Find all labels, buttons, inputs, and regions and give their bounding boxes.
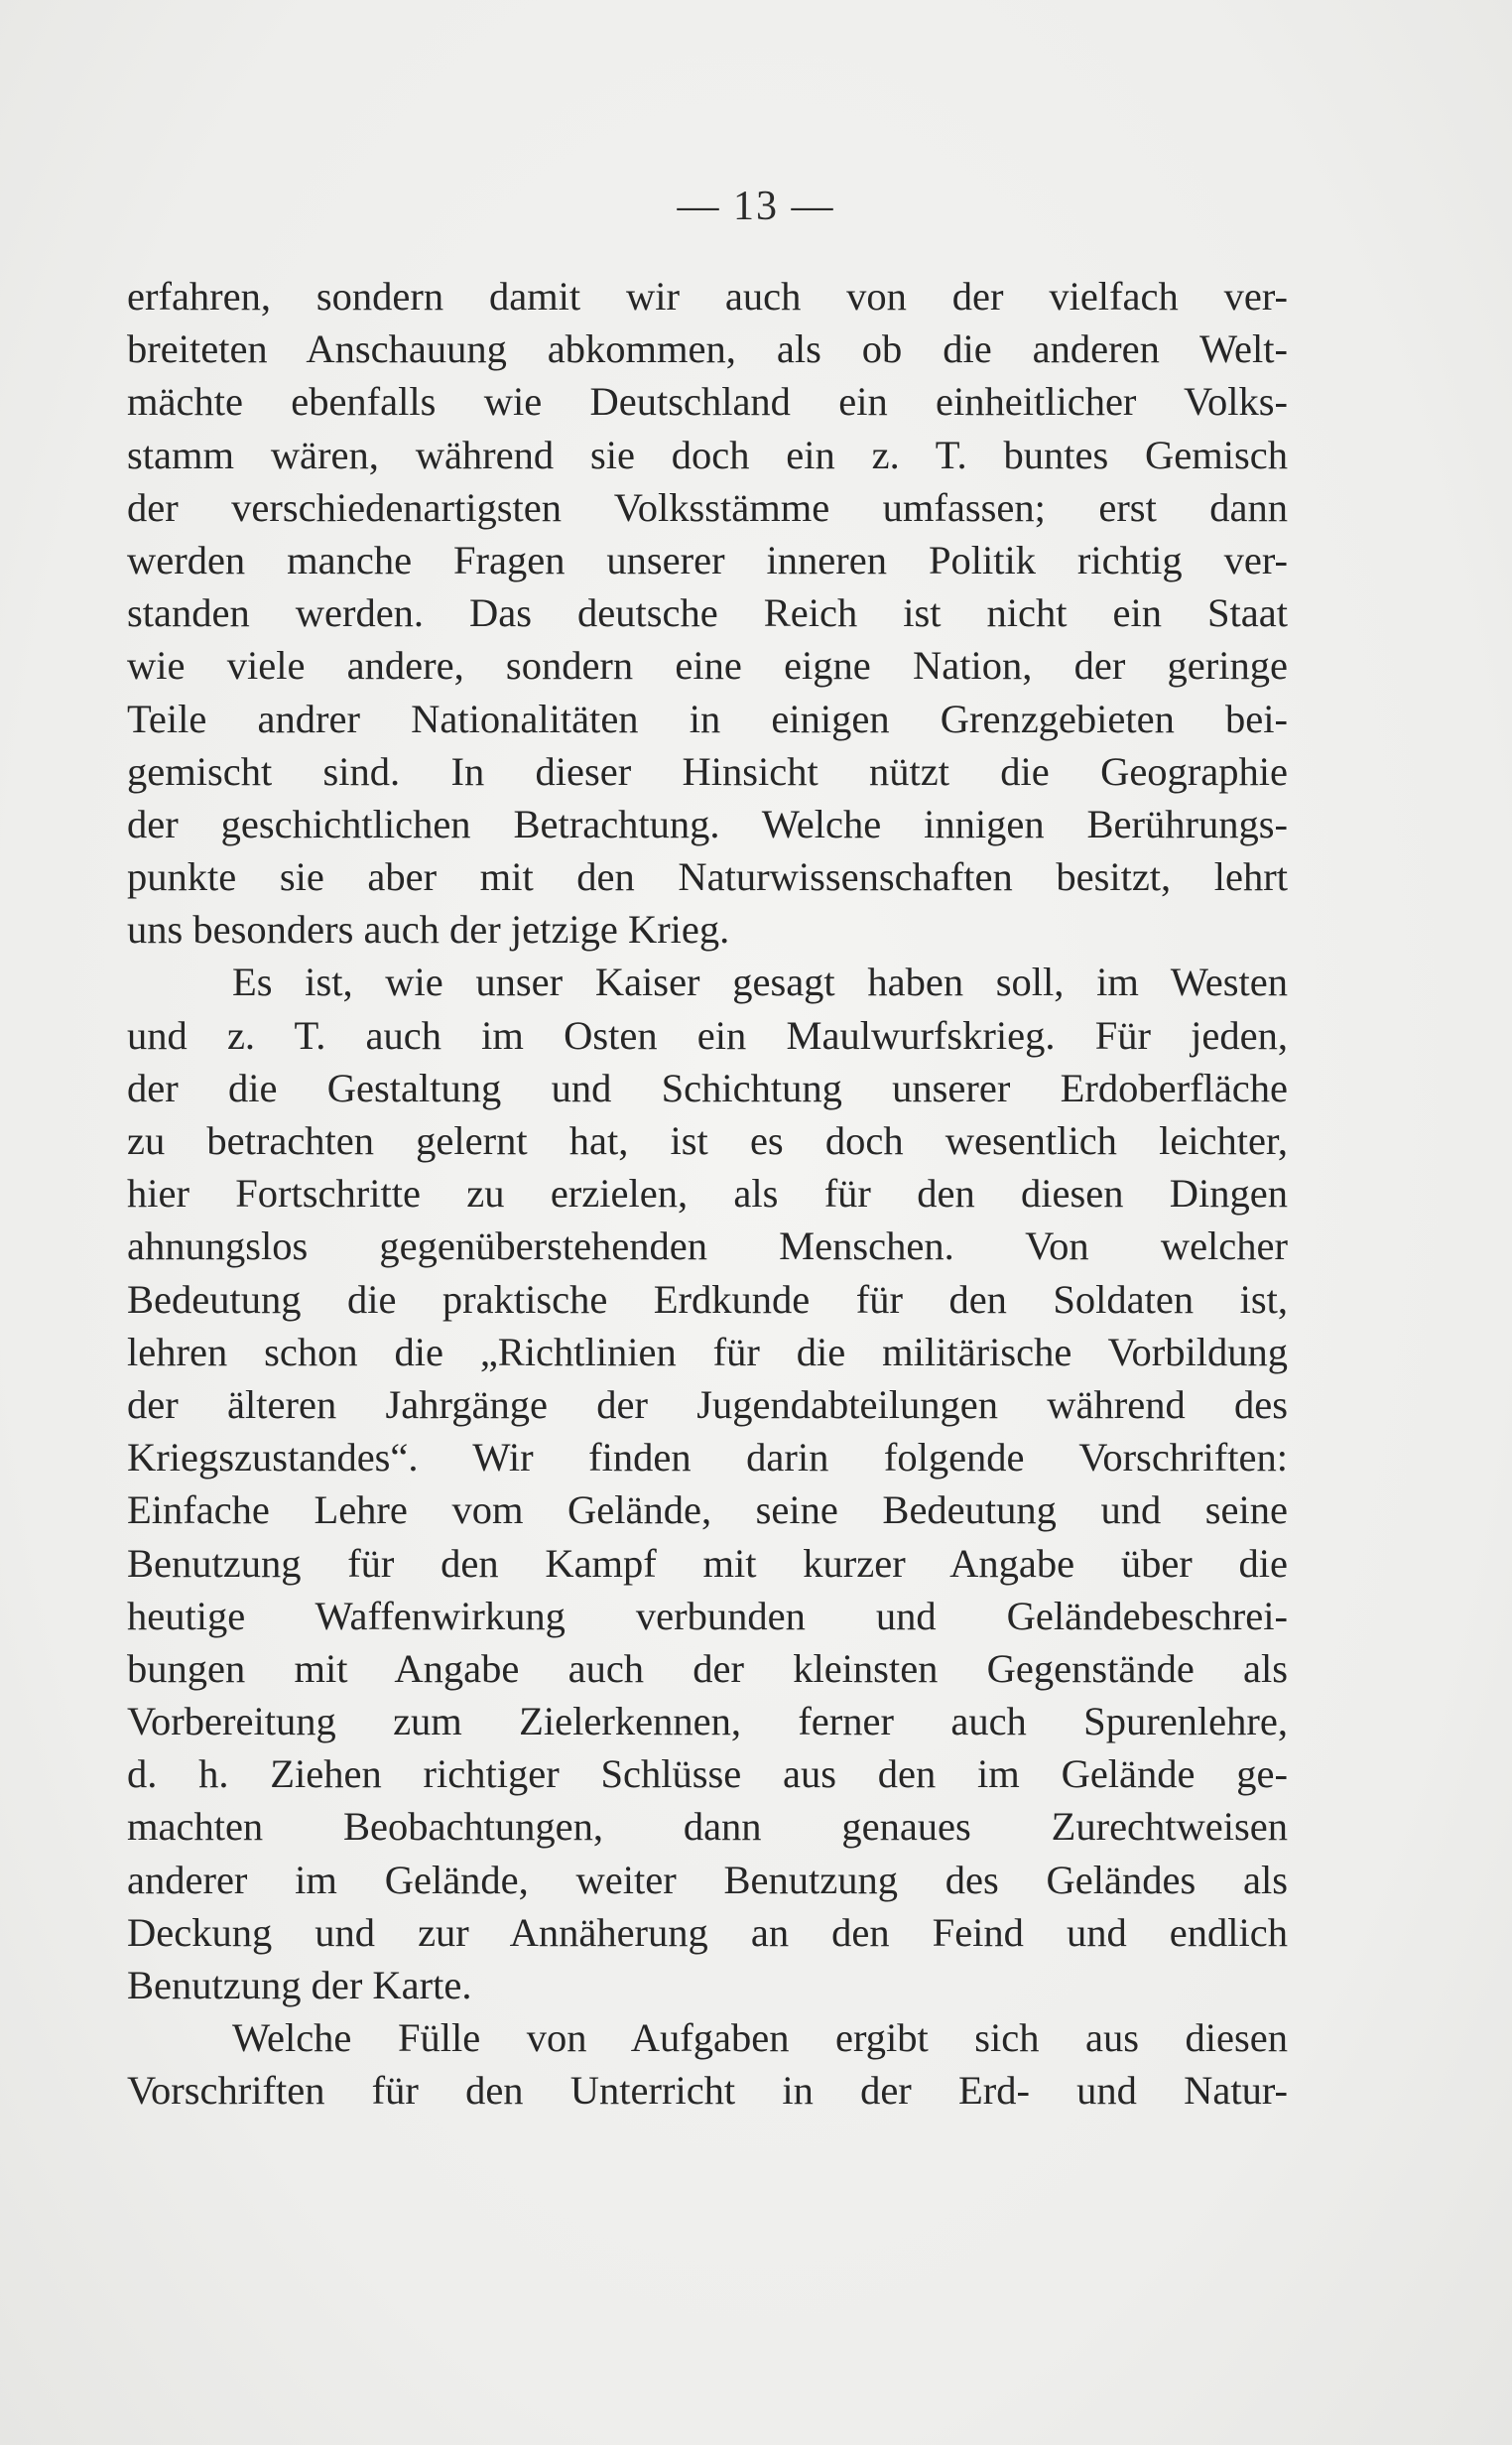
- text-line: wie viele andere, sondern eine eigne Nation, der geringe: [127, 643, 1288, 689]
- text-line: gemischt sind. In dieser Hinsicht nützt die Geographie: [127, 748, 1288, 794]
- text-line: Teile andrer Nationalitäten in einigen Grenzgebieten bei-: [127, 696, 1288, 741]
- text-line: stamm wären, während sie doch ein z. T. buntes Gemisch: [127, 432, 1288, 477]
- text-line: der verschiedenartigsten Volksstämme umfassen; erst dann: [127, 484, 1288, 530]
- text-line: Einfache Lehre vom Gelände, seine Bedeutung und seine: [127, 1487, 1288, 1533]
- text-line: breiteten Anschauung abkommen, als ob die anderen Welt-: [127, 326, 1288, 372]
- text-line: mächte ebenfalls wie Deutschland ein einheitlicher Volks-: [127, 379, 1288, 425]
- text-line: hier Fortschritte zu erzielen, als für den diesen Dingen: [127, 1171, 1288, 1217]
- text-line: erfahren, sondern damit wir auch von der vielfach ver-: [127, 274, 1288, 319]
- text-line: Deckung und zur Annäherung an den Feind und endlich: [127, 1909, 1288, 1955]
- text-line: Benutzung für den Kampf mit kurzer Angabe über die: [127, 1540, 1288, 1586]
- text-line: der älteren Jahrgänge der Jugendabteilungen während des: [127, 1381, 1288, 1427]
- text-line: heutige Waffenwirkung verbunden und Geländebeschrei-: [127, 1593, 1288, 1638]
- page-number: — 13 —: [677, 184, 835, 229]
- text-line: zu betrachten gelernt hat, ist es doch wesentlich leichter,: [127, 1118, 1288, 1163]
- text-line: uns besonders auch der jetzige Krieg.: [127, 907, 730, 953]
- text-line: Vorschriften für den Unterricht in der Erd- und Natur-: [127, 2068, 1288, 2114]
- text-line: und z. T. auch im Osten ein Maulwurfskrieg. Für jeden,: [127, 1012, 1288, 1058]
- text-line: Benutzung der Karte.: [127, 1963, 472, 2007]
- text-line: d. h. Ziehen richtiger Schlüsse aus den im Gelände ge-: [127, 1751, 1288, 1797]
- text-line: Es ist, wie unser Kaiser gesagt haben soll, im Westen: [232, 960, 1288, 1005]
- text-line: Welche Fülle von Aufgaben ergibt sich aus diesen: [232, 2015, 1288, 2061]
- text-line: Kriegszustandes“. Wir finden darin folgende Vorschriften:: [127, 1435, 1288, 1480]
- text-line: anderer im Gelände, weiter Benutzung des Geländes als: [127, 1857, 1288, 1902]
- text-line: ahnungslos gegenüberstehenden Menschen. Von welcher: [127, 1223, 1288, 1269]
- text-line: Vorbereitung zum Zielerkennen, ferner auch Spurenlehre,: [127, 1699, 1288, 1744]
- text-line: Bedeutung die praktische Erdkunde für den Soldaten ist,: [127, 1276, 1288, 1322]
- text-line: werden manche Fragen unserer inneren Politik richtig ver-: [127, 537, 1288, 582]
- text-line: punkte sie aber mit den Naturwissenschaften besitzt, lehrt: [127, 854, 1288, 900]
- text-line: standen werden. Das deutsche Reich ist nicht ein Staat: [127, 590, 1288, 636]
- body-text: [127, 270, 1288, 2118]
- text-line: machten Beobachtungen, dann genaues Zurechtweisen: [127, 1804, 1288, 1850]
- text-line: der geschichtlichen Betrachtung. Welche innigen Berührungs-: [127, 801, 1288, 846]
- text-line: lehren schon die „Richtlinien für die militärische Vorbildung: [127, 1329, 1288, 1374]
- text-line: der die Gestaltung und Schichtung unserer Erdoberfläche: [127, 1065, 1288, 1110]
- text-line: bungen mit Angabe auch der kleinsten Gegenstände als: [127, 1645, 1288, 1691]
